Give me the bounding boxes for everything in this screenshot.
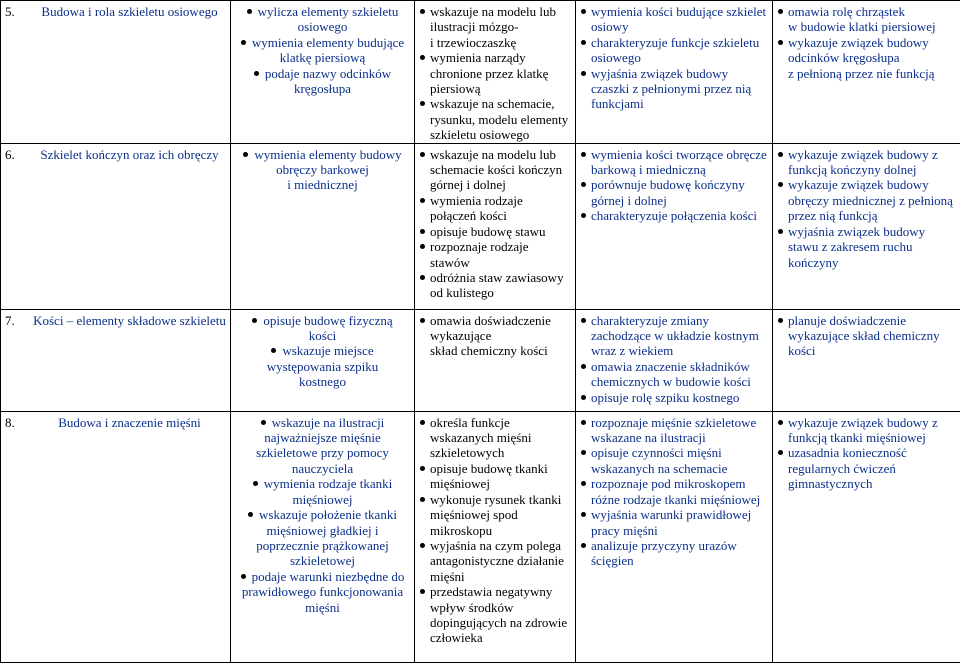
requirement-item — [235, 147, 410, 162]
requirement-item — [235, 569, 410, 615]
requirement-item — [580, 147, 768, 178]
requirement-item — [235, 19, 410, 34]
requirement-list — [580, 4, 768, 112]
requirement-item — [777, 147, 958, 178]
requirement-text: określa funkcje wskazanych mięśni szkieletowych — [430, 415, 531, 461]
requirement-text: podaje nazwy odcinków — [265, 66, 391, 81]
requirement-text: wykazuje związek budowy obręczy miednicznej z pełnioną przez nią funkcją — [788, 177, 953, 223]
requirement-text: opisuje budowę stawu — [430, 224, 546, 239]
bullet-icon — [271, 348, 276, 353]
requirement-item — [235, 177, 410, 192]
lesson-topic: Budowa i rola szkieletu osiowego — [33, 4, 226, 19]
topic-cell — [1, 411, 231, 662]
requirement-item — [235, 313, 410, 328]
requirement-item — [235, 328, 410, 343]
requirement-text: planuje doświadczenie wykazujące skład chemiczny kości — [788, 313, 940, 359]
requirement-text: opisuje budowę tkanki mięśniowej — [430, 461, 548, 491]
requirement-text: wymienia kości tworzące obręcze barkową i miedniczną — [591, 147, 767, 177]
requirement-text: wyjaśnia związek budowy czaszki z pełnionymi przez nią funkcjami — [591, 66, 751, 112]
requirements-lvl2-cell — [415, 411, 576, 662]
requirement-text: opisuje budowę fizyczną — [263, 313, 392, 328]
requirement-text: odróżnia staw zawiasowy od kulistego — [430, 270, 564, 300]
requirement-list — [235, 313, 410, 390]
requirements-lvl4-cell — [773, 411, 960, 662]
lesson-topic: Kości – elementy składowe szkieletu — [33, 313, 226, 328]
requirement-item — [777, 35, 958, 50]
requirements-lvl2-cell — [415, 143, 576, 309]
requirement-text: wylicza elementy szkieletu — [258, 4, 399, 19]
requirement-item — [777, 415, 958, 446]
requirement-item — [419, 96, 571, 142]
requirement-item — [419, 584, 571, 646]
requirement-text: odcinków kręgosłupa — [788, 50, 900, 65]
lesson-topic: Szkielet kończyn oraz ich obręczy — [33, 147, 226, 162]
requirement-text: wymienia narządy chronione przez klatkę piersiową — [430, 50, 548, 96]
requirement-item — [419, 4, 571, 35]
table-row — [1, 411, 960, 662]
requirement-item — [580, 476, 768, 507]
requirement-text: wykazuje związek budowy — [788, 35, 929, 50]
lesson-number: 6. — [5, 147, 29, 162]
requirements-lvl3-cell — [576, 309, 773, 411]
requirement-text: kostnego — [299, 374, 346, 389]
requirement-item — [777, 66, 958, 81]
requirements-lvl4-cell — [773, 309, 960, 411]
requirement-list — [419, 415, 571, 646]
requirement-text: rozpoznaje mięśnie szkieletowe wskazane na ilustracji — [591, 415, 756, 445]
requirement-item — [235, 415, 410, 477]
requirement-list — [235, 4, 410, 96]
requirements-lvl1-cell — [231, 411, 415, 662]
requirement-item — [580, 35, 768, 66]
requirement-item — [419, 313, 571, 328]
requirement-item — [777, 50, 958, 65]
requirement-item — [419, 538, 571, 584]
requirement-text: kręgosłupa — [294, 81, 351, 96]
requirements-lvl4-cell — [773, 143, 960, 309]
requirement-text: wymienia elementy budujące — [252, 35, 404, 50]
requirements-lvl3-cell — [576, 1, 773, 144]
requirement-list — [235, 415, 410, 615]
requirement-item — [777, 177, 958, 223]
table-row — [1, 1, 960, 144]
requirement-item — [235, 66, 410, 81]
bullet-icon — [241, 574, 246, 579]
requirement-item — [580, 66, 768, 112]
requirement-text: charakteryzuje funkcje szkieletu osiowego — [591, 35, 759, 65]
requirements-lvl1-cell — [231, 1, 415, 144]
requirement-item — [419, 35, 571, 50]
requirement-item — [580, 507, 768, 538]
requirement-item — [419, 328, 571, 343]
requirement-text: z pełnioną przez nie funkcją — [788, 66, 935, 81]
requirement-item — [235, 359, 410, 374]
requirement-text: opisuje rolę szpiku kostnego — [591, 390, 739, 405]
requirement-text: i miednicznej — [287, 177, 357, 192]
requirement-text: rozpoznaje pod mikroskopem różne rodzaje tkanki mięśniowej — [591, 476, 760, 506]
requirement-list — [419, 4, 571, 143]
requirements-lvl2-cell — [415, 1, 576, 144]
requirement-item — [777, 19, 958, 34]
requirement-list — [777, 415, 958, 492]
requirement-item — [580, 208, 768, 223]
bullet-icon — [252, 318, 257, 323]
requirement-text: porównuje budowę kończyny górnej i dolnej — [591, 177, 745, 207]
requirement-text: wskazuje na ilustracji najważniejsze mięśnie szkieletowe przy pomocy nauczyciela — [256, 415, 389, 476]
requirement-item — [235, 81, 410, 96]
bullet-icon — [254, 71, 259, 76]
requirement-item — [580, 445, 768, 476]
requirement-item — [580, 390, 768, 405]
requirement-item — [580, 415, 768, 446]
requirement-text: podaje warunki niezbędne do prawidłowego funkcjonowania mięśni — [242, 569, 405, 615]
requirement-item — [580, 313, 768, 359]
requirement-item — [580, 177, 768, 208]
requirements-lvl1-cell — [231, 309, 415, 411]
requirement-text: obręczy barkowej — [276, 162, 369, 177]
requirement-text: wyjaśnia związek budowy stawu z zakresem ruchu kończyny — [788, 224, 925, 270]
lesson-number: 8. — [5, 415, 29, 430]
requirement-text: występowania szpiku — [267, 359, 379, 374]
topic-cell — [1, 143, 231, 309]
requirement-list — [235, 147, 410, 193]
requirement-item — [777, 445, 958, 491]
requirement-text: wykazujące — [430, 328, 491, 343]
requirement-item — [419, 224, 571, 239]
requirement-item — [419, 50, 571, 96]
requirement-text: opisuje czynności mięśni wskazanych na schemacie — [591, 445, 727, 475]
requirements-lvl1-cell — [231, 143, 415, 309]
requirement-text: osiowego — [298, 19, 348, 34]
requirement-text: przedstawia negatywny wpływ środków dopingujących na zdrowie człowieka — [430, 584, 567, 645]
requirement-item — [777, 313, 958, 359]
bullet-icon — [248, 512, 253, 517]
requirement-item — [419, 415, 571, 461]
requirement-list — [777, 147, 958, 270]
requirements-lvl4-cell — [773, 1, 960, 144]
lesson-number: 7. — [5, 313, 29, 328]
requirement-text: klatkę piersiową — [280, 50, 366, 65]
requirement-item — [419, 147, 571, 193]
requirement-item — [235, 507, 410, 569]
requirement-text: wymienia elementy budowy — [254, 147, 401, 162]
lesson-topic: Budowa i znaczenie mięśni — [33, 415, 226, 430]
bullet-icon — [247, 9, 252, 14]
requirement-list — [419, 147, 571, 301]
requirement-text: kości — [309, 328, 336, 343]
requirement-item — [419, 343, 571, 358]
requirement-text: wymienia kości budujące szkielet osiowy — [591, 4, 766, 34]
requirement-item — [580, 359, 768, 390]
requirement-text: charakteryzuje połączenia kości — [591, 208, 757, 223]
bullet-icon — [253, 481, 258, 486]
requirement-text: charakteryzuje zmiany zachodzące w układzie kostnym wraz z wiekiem — [591, 313, 759, 359]
requirement-text: wskazuje na modelu lub schemacie kości kończyn górnej i dolnej — [430, 147, 562, 193]
requirement-text: wyjaśnia na czym polega antagonistyczne działanie mięśni — [430, 538, 564, 584]
requirement-list — [580, 313, 768, 405]
requirement-text: analizuje przyczyny urazów ścięgien — [591, 538, 737, 568]
lesson-number: 5. — [5, 4, 29, 19]
requirements-lvl3-cell — [576, 411, 773, 662]
requirement-item — [777, 4, 958, 19]
table-row — [1, 143, 960, 309]
requirement-item — [419, 270, 571, 301]
requirement-text: rozpoznaje rodzaje stawów — [430, 239, 529, 269]
requirement-item — [419, 492, 571, 538]
bullet-icon — [243, 152, 248, 157]
bullet-icon — [241, 40, 246, 45]
requirement-item — [235, 162, 410, 177]
requirement-text: wskazuje na schemacie, rysunku, modelu elementy szkieletu osiowego — [430, 96, 568, 142]
requirement-text: omawia znaczenie składników chemicznych w budowie kości — [591, 359, 751, 389]
requirement-text: wymienia rodzaje połączeń kości — [430, 193, 523, 223]
requirement-list — [777, 313, 958, 359]
requirement-text: wymienia rodzaje tkanki mięśniowej — [264, 476, 393, 506]
requirements-lvl3-cell — [576, 143, 773, 309]
requirement-item — [235, 50, 410, 65]
requirement-item — [580, 538, 768, 569]
requirement-item — [580, 4, 768, 35]
requirement-text: omawia rolę chrząstek — [788, 4, 905, 19]
requirement-text: wskazuje położenie tkanki mięśniowej gładkiej i poprzecznie prążkowanej szkieletowej — [256, 507, 397, 568]
requirement-item — [235, 374, 410, 389]
requirement-text: wyjaśnia warunki prawidłowej pracy mięśni — [591, 507, 751, 537]
requirement-item — [235, 4, 410, 19]
requirement-list — [580, 147, 768, 224]
requirement-list — [777, 4, 958, 81]
topic-cell — [1, 309, 231, 411]
topic-cell — [1, 1, 231, 144]
requirement-text: i trzewioczaszkę — [430, 35, 516, 50]
requirement-item — [235, 35, 410, 50]
requirement-text: wskazuje na modelu lub ilustracji mózgo- — [430, 4, 556, 34]
requirement-item — [235, 343, 410, 358]
requirement-text: uzasadnia konieczność regularnych ćwiczeń gimnastycznych — [788, 445, 907, 491]
requirement-item — [419, 461, 571, 492]
table-row — [1, 309, 960, 411]
requirements-lvl2-cell — [415, 309, 576, 411]
requirement-text: skład chemiczny kości — [430, 343, 548, 358]
requirement-list — [580, 415, 768, 569]
requirement-item — [235, 476, 410, 507]
requirement-text: w budowie klatki piersiowej — [788, 19, 936, 34]
requirement-text: wykazuje związek budowy z funkcją tkanki mięśniowej — [788, 415, 938, 445]
requirement-text: wykazuje związek budowy z funkcją kończyny dolnej — [788, 147, 938, 177]
requirement-item — [419, 193, 571, 224]
requirement-text: omawia doświadczenie — [430, 313, 551, 328]
requirement-list — [419, 313, 571, 359]
requirement-text: wykonuje rysunek tkanki mięśniowej spod mikroskopu — [430, 492, 561, 538]
requirement-item — [777, 224, 958, 270]
requirement-item — [419, 239, 571, 270]
requirement-text: wskazuje miejsce — [282, 343, 373, 358]
bullet-icon — [261, 420, 266, 425]
